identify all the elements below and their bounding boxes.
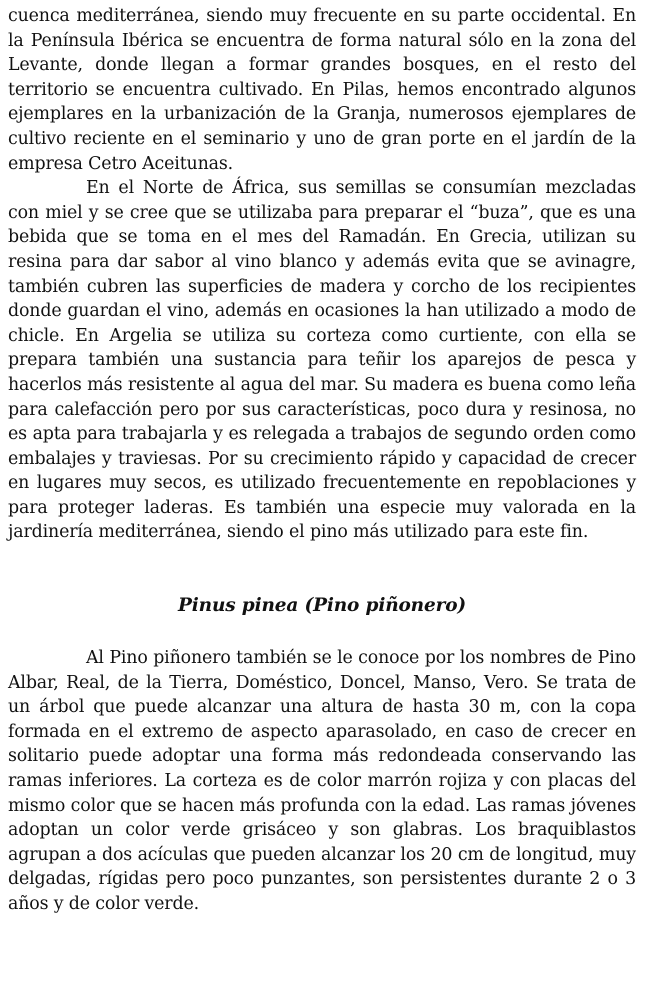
- paragraph-description: Al Pino piñonero también se le conoce por los nombres de Pino Albar, Real, de la Tierra, Doméstico, Doncel, Manso, Vero. Se trata de un árbol que puede alcanzar una altura de hasta 30 m, con la copa formada en el extremo de aspecto aparasolado, en caso de crecer en solitario puede adoptar una forma más redondeada conservando las ramas inferiores. La corteza es de color marrón rojiza y con placas del mismo color que se hacen más profunda con la edad. Las ramas jóvenes adoptan un color verde grisáceo y son glabras. Los braquiblastos agrupan a dos acículas que pueden alcanzar los 20 cm de longitud, muy delgadas, rígidas pero poco punzantes, son persistentes durante 2 o 3 años y de color verde.: [8, 648, 636, 914]
- section-heading: Pinus pinea (Pino piñonero): [178, 595, 466, 617]
- paragraph-uses: En el Norte de África, sus semillas se consumían mezcladas con miel y se cree que se utilizaba para preparar el “buza”, que es una bebida que se toma en el mes del Ramadán. En Grecia, utilizan su resina para dar sabor al vino blanco y además evita que se avinagre, también cubren las superficies de madera y corcho de los recipientes donde guardan el vino, además en ocasiones la han utilizado a modo de chicle. En Argelia se utiliza su corteza como curtiente, con ella se prepara también una sustancia para teñir los aparejos de pesca y hacerlos más resistente al agua del mar. Su madera es buena como leña para calefacción pero por sus características, poco dura y resinosa, no es apta para trabajarla y es relegada a trabajos de segundo orden como embalajes y traviesas. Por su crecimiento rápido y capacidad de crecer en lugares muy secos, es utilizado frecuentemente en repoblaciones y para proteger laderas. Es también una especie muy valorada en la jardinería mediterránea, siendo el pino más utilizado para este fin.: [8, 178, 636, 543]
- document-page: [8, 4, 636, 917]
- spacer: [8, 619, 636, 646]
- paragraph-distribution: cuenca mediterránea, siendo muy frecuente en su parte occidental. En la Península Ibérica se encuentra de forma natural sólo en la zona del Levante, donde llegan a formar grandes bosques, en el resto del territorio se encuentra cultivado. En Pilas, hemos encontrado algunos ejemplares en la urbanización de la Granja, numerosos ejemplares de cultivo reciente en el seminario y uno de gran porte en el jardín de la empresa Cetro Aceitunas.: [8, 6, 636, 174]
- spacer: [8, 545, 636, 593]
